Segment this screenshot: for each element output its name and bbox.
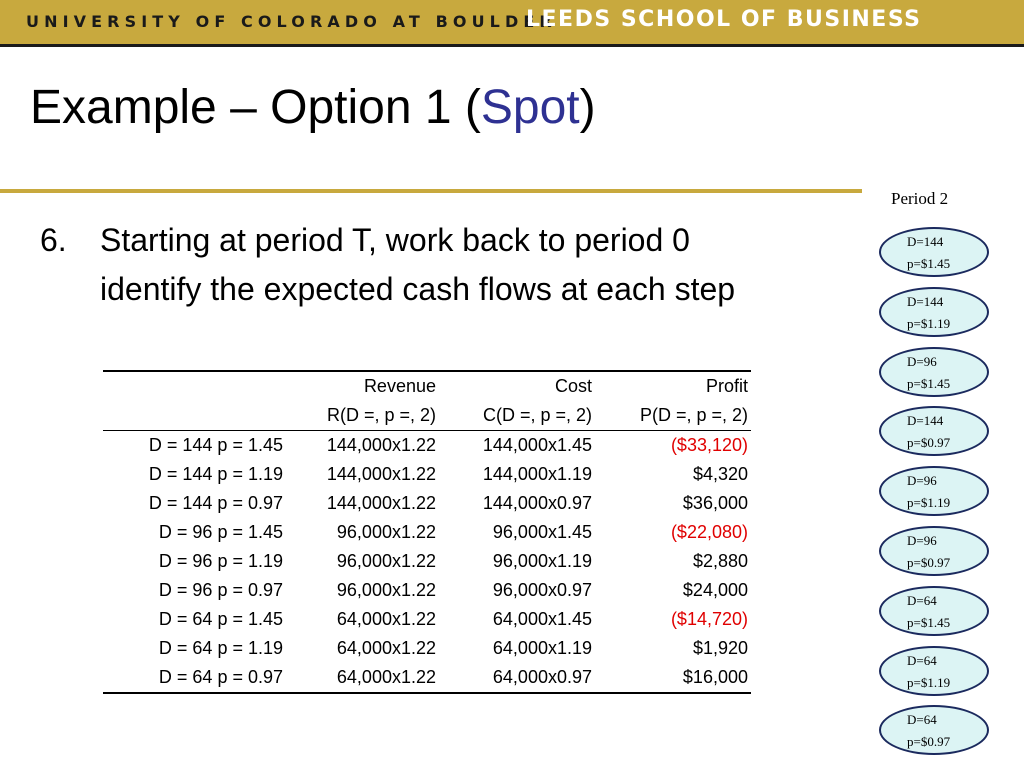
cost-cell: 96,000x0.97 (492, 580, 592, 600)
university-name: UNIVERSITY OF COLORADO AT BOULDER (26, 12, 557, 31)
node-demand: D=64 (907, 593, 937, 608)
row-label: D = 96 p = 0.97 (158, 580, 283, 600)
title-divider (0, 189, 862, 193)
node-demand: D=96 (907, 473, 937, 488)
cost-cell: 144,000x1.19 (482, 464, 592, 484)
row-label: D = 144 p = 1.45 (148, 435, 283, 455)
revenue-cell: 144,000x1.22 (326, 464, 436, 484)
profit-cell: ($33,120) (670, 435, 748, 455)
title-accent: Spot (480, 81, 580, 134)
table-row (103, 547, 751, 576)
table-row (103, 634, 751, 663)
revenue-cell: 96,000x1.22 (336, 580, 436, 600)
node-price: p=$0.97 (907, 435, 951, 450)
revenue-cell: 64,000x1.22 (283, 663, 436, 693)
node-demand: D=64 (907, 653, 937, 668)
cost-cell: 96,000x1.45 (492, 522, 592, 542)
tree-node (879, 466, 989, 516)
cost-cell: 64,000x1.19 (492, 638, 592, 658)
title-prefix: Example – Option 1 ( (30, 81, 481, 134)
tree-node (879, 705, 989, 755)
row-label: D = 144 p = 0.97 (148, 493, 283, 513)
table-row (103, 489, 751, 518)
title-suffix: ) (579, 81, 596, 134)
cost-cell: 144,000x1.45 (482, 435, 592, 455)
profit-cell: $4,320 (692, 464, 748, 484)
header-bar (0, 0, 1024, 47)
node-price: p=$1.19 (907, 675, 951, 690)
node-price: p=$0.97 (907, 734, 951, 749)
tree-node (879, 646, 989, 696)
table-row (103, 576, 751, 605)
node-demand: D=144 (907, 413, 944, 428)
node-price: p=$0.97 (907, 555, 951, 570)
profit-cell: $2,880 (692, 551, 748, 571)
revenue-cell: 144,000x1.22 (326, 435, 436, 455)
header-cell: Cost (436, 371, 592, 401)
revenue-cell: 96,000x1.22 (336, 551, 436, 571)
tree-node (879, 347, 989, 397)
tree-node (879, 526, 989, 576)
table-row (103, 431, 751, 461)
step-number: 6. (40, 222, 67, 258)
node-demand: D=64 (907, 712, 937, 727)
tree-node (879, 227, 989, 277)
table-subheader-row (103, 401, 751, 431)
node-demand: D=96 (907, 533, 937, 548)
header-cell: Profit (592, 371, 751, 401)
profit-cell: $16,000 (592, 663, 751, 693)
node-demand: D=96 (907, 354, 937, 369)
node-price: p=$1.45 (907, 256, 951, 271)
node-price: p=$1.45 (907, 376, 951, 391)
node-price: p=$1.45 (907, 615, 951, 630)
row-label: D = 96 p = 1.45 (158, 522, 283, 542)
row-label: D = 64 p = 0.97 (103, 663, 283, 693)
node-price: p=$1.19 (907, 495, 951, 510)
profit-cell: ($14,720) (670, 609, 748, 629)
header-cell: P(D =, p =, 2) (592, 401, 751, 431)
row-label: D = 96 p = 1.19 (158, 551, 283, 571)
step-text-line-2: identify the expected cash flows at each step (100, 271, 736, 307)
row-label: D = 64 p = 1.19 (158, 638, 283, 658)
revenue-cell: 64,000x1.22 (336, 638, 436, 658)
revenue-cell: 96,000x1.22 (336, 522, 436, 542)
header-cell (103, 401, 283, 431)
table-row (103, 518, 751, 547)
profit-cell: $36,000 (682, 493, 748, 513)
header-cell: R(D =, p =, 2) (283, 401, 436, 431)
profit-cell: $24,000 (682, 580, 748, 600)
node-price: p=$1.19 (907, 316, 951, 331)
tree-node (879, 586, 989, 636)
cost-cell: 96,000x1.19 (492, 551, 592, 571)
revenue-cell: 144,000x1.22 (326, 493, 436, 513)
cost-cell: 144,000x0.97 (482, 493, 592, 513)
row-label: D = 144 p = 1.19 (148, 464, 283, 484)
step-text-line-1: Starting at period T, work back to period 0 (100, 222, 690, 258)
cost-cell: 64,000x0.97 (436, 663, 592, 693)
table-row (103, 460, 751, 489)
row-label: D = 64 p = 1.45 (158, 609, 283, 629)
tree-node (879, 287, 989, 337)
profit-cell: $1,920 (692, 638, 748, 658)
revenue-cell: 64,000x1.22 (336, 609, 436, 629)
header-cell (103, 371, 283, 401)
table-row (103, 605, 751, 634)
node-demand: D=144 (907, 294, 944, 309)
table-header-row (103, 371, 751, 401)
tree-node (879, 406, 989, 456)
cost-cell: 64,000x1.45 (492, 609, 592, 629)
profit-cell: ($22,080) (670, 522, 748, 542)
header-cell: Revenue (283, 371, 436, 401)
school-name: LEEDS SCHOOL OF BUSINESS (526, 7, 922, 32)
node-demand: D=144 (907, 234, 944, 249)
table-row (103, 663, 751, 693)
slide-title (30, 80, 596, 135)
profit-table (103, 370, 751, 694)
period-label: Period 2 (891, 189, 949, 208)
header-cell: C(D =, p =, 2) (436, 401, 592, 431)
